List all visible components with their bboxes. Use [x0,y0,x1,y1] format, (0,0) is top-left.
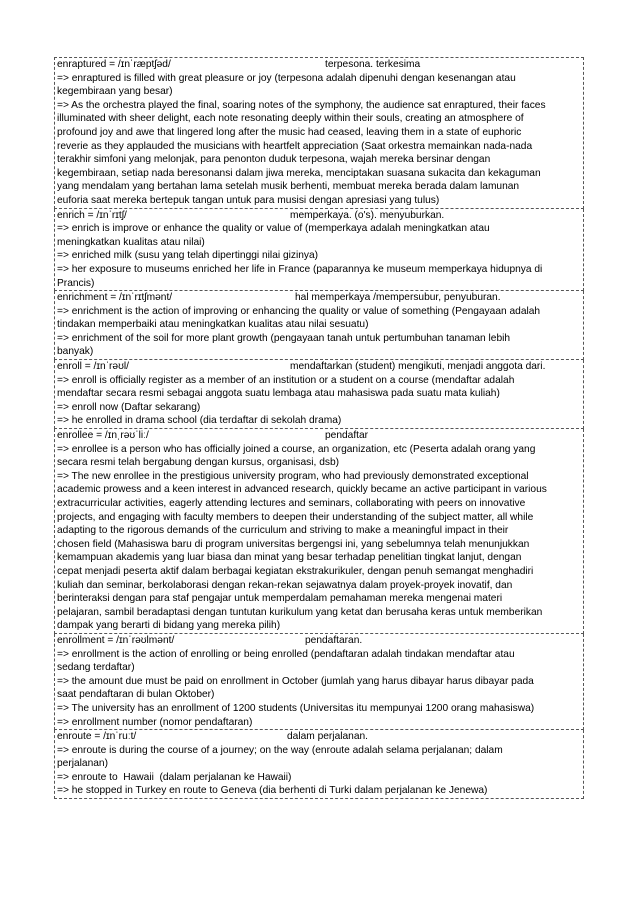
dictionary-entry [54,57,584,209]
entry-line: dampak yang berarti di bidang yang mereka pilih) [57,620,281,632]
entry-line: academic prowess and a keen interest in advanced research, quickly became an active participant in various [57,484,547,496]
entry-line: profound joy and awe that lingered long after the music had ceased, leaving them in a state of euphoric [57,126,522,138]
entry-line: => enroll is officially register as a member of an institution or a student on a course (mendaftar adalah [57,374,515,386]
entry-meaning: mendaftarkan (student) mengikuti, menjadi anggota dari. [290,361,546,373]
entry-headword-row [55,58,583,72]
entry-line: saat pendaftaran di bulan Oktober) [57,689,215,701]
dictionary-document [54,57,584,799]
entry-headword-row [55,634,583,648]
dictionary-entry [54,209,584,292]
entry-meaning: pendaftaran. [305,634,363,646]
entry-line: => enriched milk (susu yang telah dipertinggi nilai gizinya) [57,250,319,262]
entry-headword-row [55,730,583,744]
entry-line: => the amount due must be paid on enrollment in October (jumlah yang harus dibayar harus dibayar pada [57,675,534,687]
entry-line: pelajaran, sambil beradaptasi dengan tuntutan kurikulum yang ketat dan berusaha keras untuk memberikan [57,606,543,618]
entry-line: kegembiraan yang besar) [57,86,173,98]
entry-meaning: dalam perjalanan. [287,731,368,743]
entry-line: => enrollee is a person who has officially joined a course, an organization, etc (Peserta adalah orang yang [57,443,536,455]
entry-term: enrichment = /ɪnˈrɪtʃmənt/ [57,292,173,304]
entry-line: => he enrolled in drama school (dia terdaftar di sekolah drama) [57,415,342,427]
entry-term: enrich = /ɪnˈrɪtʃ/ [57,209,127,221]
entry-line: => The university has an enrollment of 1200 students (Universitas itu mempunyai 1200 orang mahasiswa) [57,702,535,714]
entry-line: tindakan memperbaiki atau meningkatkan kualitas atau nilai sesuatu) [57,319,369,331]
entry-line: kuliah dan seminar, berkolaborasi dengan rekan-rekan sejawatnya dalam proyek-proyek inovatif, dan [57,579,513,591]
entry-line: meningkatkan kualitas atau nilai) [57,236,205,248]
entry-line: Prancis) [57,277,95,289]
entry-term: enraptured = /ɪnˈræptʃəd/ [57,59,171,70]
entry-line: mendaftar secara resmi sebagai anggota suatu lembaga atau mahasiswa pada suatu mata kuliah) [57,388,500,400]
entry-line: terakhir simfoni yang melonjak, para penonton duduk terpesona, wajah mereka bersinar dengan [57,154,491,166]
entry-line: illuminated with sheer delight, each note resonating deeply within their souls, creating an atmosphere of [57,113,524,125]
entry-line: => enroute to Hawaii (dalam perjalanan ke Hawaii) [57,771,292,783]
entry-meaning: memperkaya. (o's). menyuburkan. [290,209,445,221]
entry-line: perjalanan) [57,758,108,770]
entry-headword-row [55,429,583,443]
entry-meaning: hal memperkaya /mempersubur, penyuburan. [295,292,501,304]
dictionary-entry [54,634,584,730]
entry-line: chosen field (Mahasiswa baru di program universitas bergengsi ini, yang sebelumnya telah menunjukkan [57,538,530,550]
entry-line: reverie as they applauded the musicians with heartfelt appreciation (Saat orkestra memainkan nada-nada [57,140,533,152]
entry-line: secara resmi telah bergabung dengan kursus, organisasi, dsb) [57,457,340,469]
entry-line: => enroute is during the course of a journey; on the way (enroute adalah selama perjalanan; dalam [57,744,503,756]
entry-meaning: terpesona. terkesima [325,59,421,70]
entry-line: berinteraksi dengan para staf pengajar untuk memperdalam pemahaman mereka mengenai materi [57,593,503,605]
dictionary-entry [54,360,584,429]
entry-line: kemampuan akademis yang luar biasa dan minat yang besar terhadap penelitian tingkat lanjut, dengan [57,552,522,564]
entry-line: => her exposure to museums enriched her life in France (paparannya ke museum memperkaya hidupnya di [57,263,543,275]
entry-line: => enrich is improve or enhance the quality or value of (memperkaya adalah meningkatkan atau [57,223,490,235]
entry-term: enroll = /ɪnˈrəʊl/ [57,361,129,373]
entry-line: => As the orchestra played the final, soaring notes of the symphony, the audience sat enraptured, their faces [57,99,546,111]
entry-line: => enrichment of the soil for more plant growth (pengayaan tanah untuk pertumbuhan tanaman lebih [57,332,511,344]
entry-line: => enroll now (Daftar sekarang) [57,401,201,413]
entry-headword-row [55,209,583,223]
dictionary-entry [54,429,584,634]
entry-meaning: pendaftar [325,430,369,442]
entry-line: banyak) [57,346,94,358]
entry-line: cepat menjadi peserta aktif dalam berbagai kegiatan ekstrakurikuler, dengan penuh semangat menghadiri [57,565,534,577]
entry-line: extracurricular activities, eagerly attending lectures and seminars, collaborating with peers on innovative [57,498,526,509]
entry-line: kegembiraan, setiap nada beresonansi dalam jiwa mereka, menciptakan suasana sukacita dan kekaguman [57,167,541,179]
entry-line: yang mendalam yang bertahan lama setelah musik berhenti, membuat mereka berada dalam lamunan [57,181,520,193]
entry-term: enrollee = /ɪnˌrəʊˈliː/ [57,430,149,442]
entry-term: enroute = /ɪnˈruːt/ [57,731,137,743]
entry-line: => enraptured is filled with great pleasure or joy (terpesona adalah dipenuhi dengan kesenangan atau [57,72,516,84]
entry-line: projects, and engaging with faculty members to deepen their understanding of the subject matter, all while [57,511,534,523]
dictionary-entry [54,291,584,360]
entry-line: => he stopped in Turkey en route to Geneva (dia berhenti di Turki dalam perjalanan ke Jenewa) [57,785,488,797]
entry-line: euforia saat mereka bertepuk tangan untuk para musisi dengan apresiasi yang tulus) [57,194,440,206]
entry-line: => enrollment number (nomor pendaftaran) [57,716,253,728]
entry-line: => The new enrollee in the prestigious university program, who had previously demonstrated exceptional [57,470,529,482]
entry-line: => enrichment is the action of improving or enhancing the quality or value of something (Pengayaan adalah [57,305,541,317]
dictionary-entry [54,730,584,799]
entry-line: adapting to the rigorous demands of the curriculum and striving to make a meaningful impact in their [57,525,509,537]
entry-line: sedang terdaftar) [57,662,135,674]
entry-term: enrollment = /ɪnˈrəʊlmənt/ [57,634,175,646]
entry-headword-row [55,291,583,305]
entry-headword-row [55,360,583,374]
entry-line: => enrollment is the action of enrolling or being enrolled (pendaftaran adalah tindakan mendaftar atau [57,648,515,660]
